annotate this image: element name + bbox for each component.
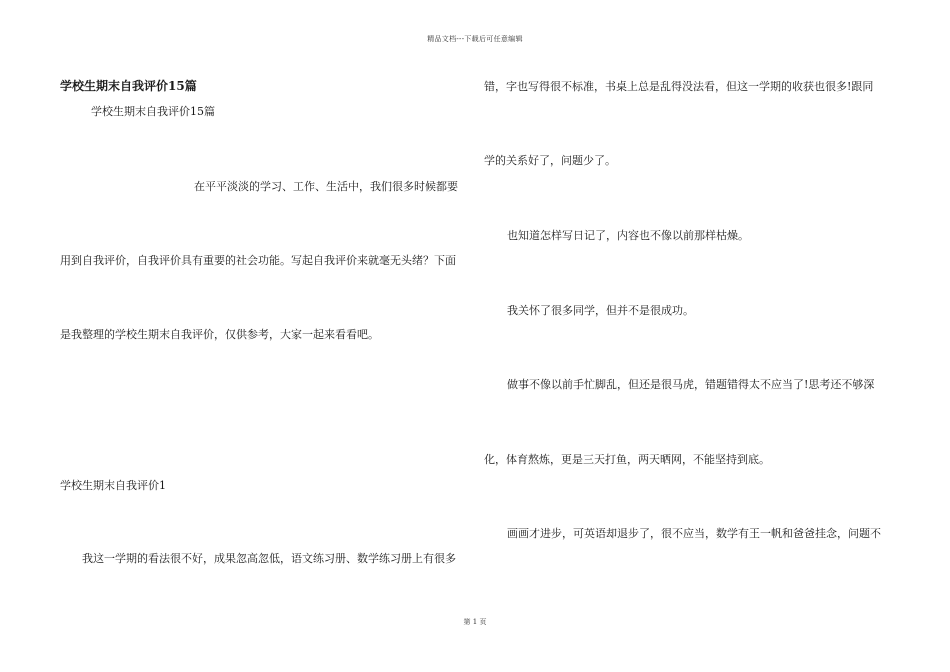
- right-paragraph-line-2: 学的关系好了，问题少了。: [484, 154, 616, 167]
- page-header: 精品文档---下载后可任意编辑: [427, 35, 523, 43]
- intro-line-2: 用到自我评价，自我评价具有重要的社会功能。写起自我评价来就毫无头绪？下面: [60, 254, 456, 267]
- right-paragraph-line-1: 错，字也写得很不标准，书桌上总是乱得没法看，但这一学期的收获也很多!跟同: [484, 80, 874, 93]
- page-number: 第 1 页: [463, 618, 487, 626]
- right-paragraph-line-4: 我关怀了很多同学，但并不是很成功。: [507, 304, 694, 317]
- right-paragraph-line-5: 做事不像以前手忙脚乱，但还是很马虎，错题错得太不应当了!思考还不够深: [507, 378, 875, 391]
- section1-paragraph-line-1: 我这一学期的看法很不好，成果忽高忽低，语文练习册、数学练习册上有很多: [82, 552, 456, 565]
- intro-line-3: 是我整理的学校生期末自我评价，仅供参考，大家一起来看看吧。: [60, 328, 379, 341]
- intro-line-1: 在平平淡淡的学习、工作、生活中，我们很多时候都要: [194, 180, 458, 193]
- document-title: 学校生期末自我评价15篇: [60, 79, 197, 93]
- section-heading-1: 学校生期末自我评价1: [60, 479, 166, 492]
- right-paragraph-line-7: 画画才进步，可英语却退步了，很不应当，数学有王一帆和爸爸挂念，问题不: [507, 527, 881, 540]
- right-paragraph-line-6: 化，体育熬炼，更是三天打鱼，两天晒网，不能坚持到底。: [484, 453, 770, 466]
- right-paragraph-line-3: 也知道怎样写日记了，内容也不像以前那样枯燥。: [507, 229, 749, 242]
- document-subtitle: 学校生期末自我评价15篇: [91, 105, 215, 118]
